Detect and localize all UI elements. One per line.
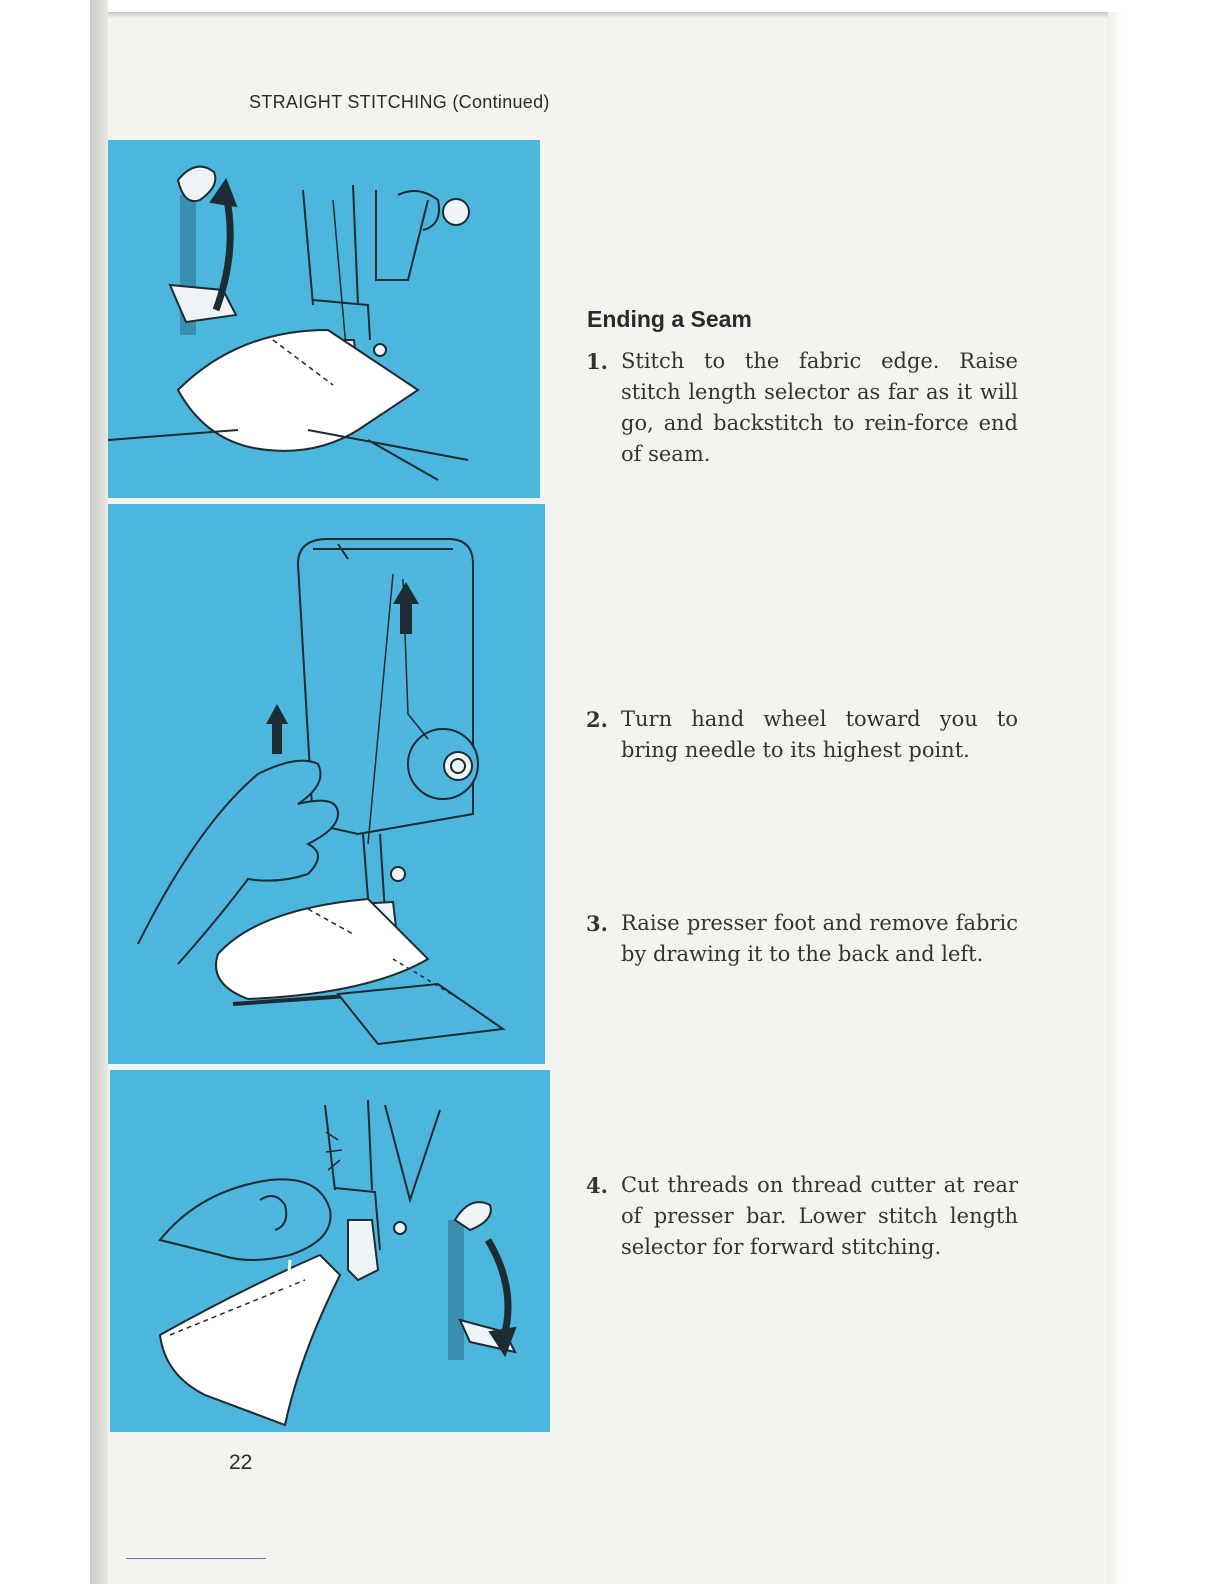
step-3 bbox=[586, 908, 1018, 970]
step-text: Stitch to the fabric edge. Raise stitch length selector as far as it will go, and backstitch to rein-force end of seam. bbox=[621, 349, 1018, 466]
page-number: 22 bbox=[229, 1451, 253, 1474]
step-number: 1. bbox=[586, 349, 608, 374]
binding-shadow bbox=[90, 0, 108, 1584]
sewing-machine-drawing-2 bbox=[108, 504, 545, 1064]
sewing-machine-drawing-3 bbox=[110, 1070, 550, 1432]
step-number: 2. bbox=[586, 707, 608, 732]
step-text: Turn hand wheel toward you to bring needle to its highest point. bbox=[621, 707, 1018, 762]
illustration-hand-wheel bbox=[108, 504, 545, 1064]
page-top-edge bbox=[108, 12, 1113, 18]
running-head: STRAIGHT STITCHING (Continued) bbox=[249, 92, 550, 112]
step-text: Cut threads on thread cutter at rear of presser bar. Lower stitch length selector for forward stitching. bbox=[621, 1173, 1018, 1259]
step-number: 3. bbox=[586, 911, 608, 936]
step-number: 4. bbox=[586, 1173, 608, 1198]
step-2 bbox=[586, 704, 1018, 766]
scan-artifact-line bbox=[126, 1558, 266, 1559]
illustration-thread-cutter bbox=[110, 1070, 550, 1432]
step-4 bbox=[586, 1170, 1018, 1263]
section-heading: Ending a Seam bbox=[587, 306, 752, 332]
illustration-backstitch bbox=[108, 140, 540, 498]
sewing-machine-drawing-1 bbox=[108, 140, 540, 498]
step-1 bbox=[586, 346, 1018, 470]
step-text: Raise presser foot and remove fabric by drawing it to the back and left. bbox=[621, 911, 1018, 966]
page-right-edge bbox=[1108, 12, 1122, 1584]
